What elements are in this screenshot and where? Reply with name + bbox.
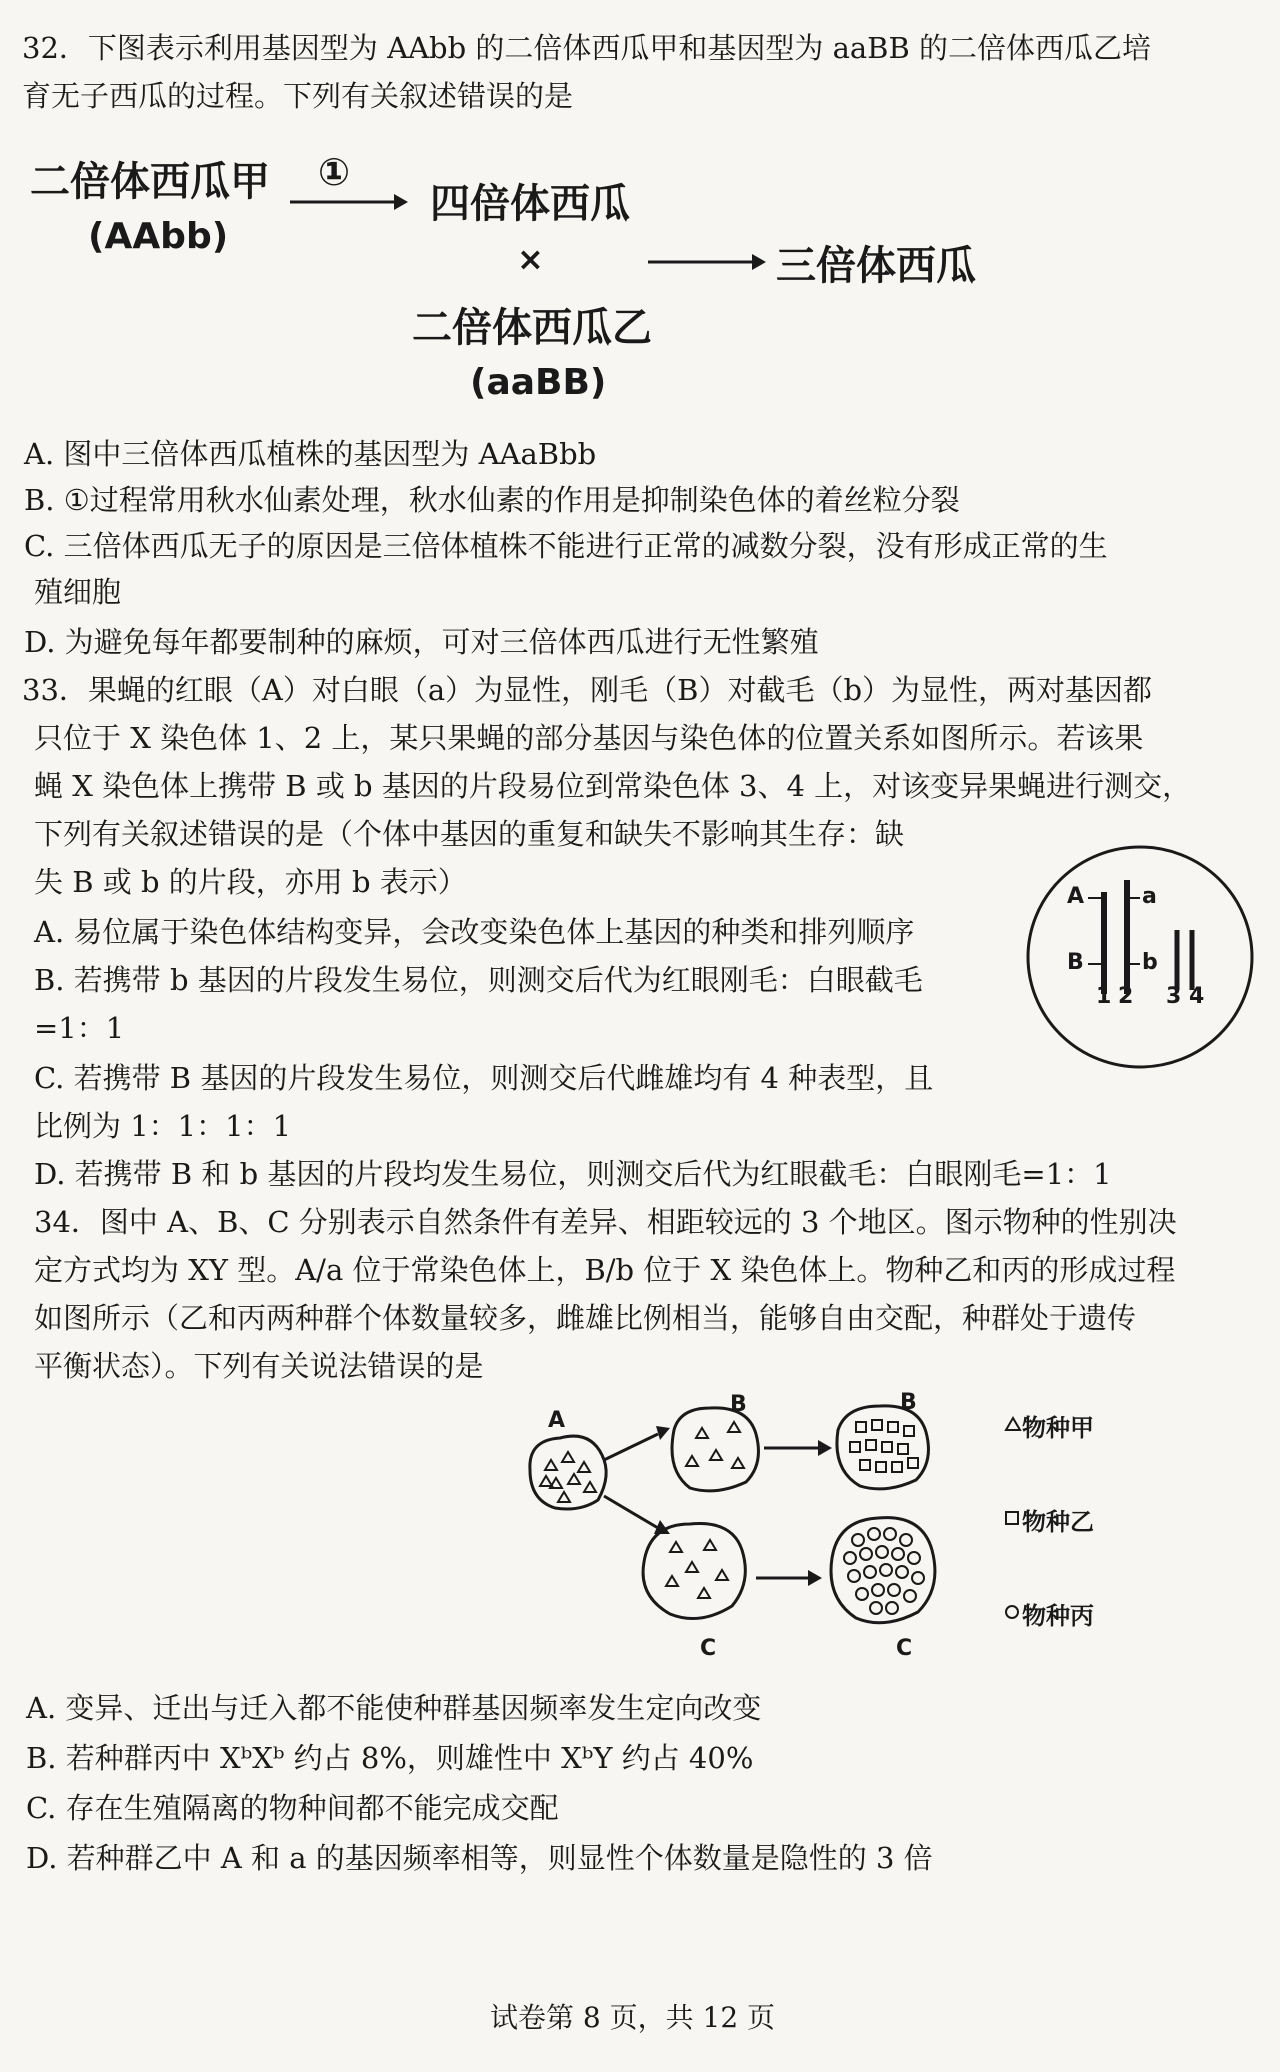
q33-stem-line2: 只位于 X 染色体 1、2 上，某只果蝇的部分基因与染色体的位置关系如图所示。若该果 [34,721,1144,755]
q32-stem-line1: 32．下图表示利用基因型为 AAbb 的二倍体西瓜甲和基因型为 aaBB 的二倍体西瓜乙培 [22,31,1151,65]
q33-stem-line1: 33．果蝇的红眼（A）对白眼（a）为显性，刚毛（B）对截毛（b）为显性，两对基因都 [22,673,1153,707]
q33-option-b-line2: =1：1 [34,1011,125,1045]
q32-option-a: A. 图中三倍体西瓜植株的基因型为 AAaBbb [24,437,597,471]
q33-option-c-line2: 比例为 1：1：1：1 [34,1109,292,1143]
q32-stem-line2: 育无子西瓜的过程。下列有关叙述错误的是 [22,79,574,113]
region-C-label: C [700,1636,717,1661]
q32-option-c-line2: 殖细胞 [34,575,122,609]
gene-label-A: A [1067,884,1085,909]
gene-label-a: a [1142,884,1157,909]
legend-species-bing: 物种丙 [1022,1602,1094,1630]
q34-stem-line3: 如图所示（乙和丙两种群个体数量较多，雌雄比例相当，能够自由交配，种群处于遗传 [34,1301,1137,1335]
q33-stem-line5: 失 B 或 b 的片段，亦用 b 表示） [34,865,467,899]
parent1-genotype: (AAbb) [88,216,229,257]
square-icon [1004,1510,1020,1526]
tetraploid-label: 四倍体西瓜 [430,181,630,227]
q32-option-b: B. ①过程常用秋水仙素处理，秋水仙素的作用是抑制染色体的着丝粒分裂 [24,483,960,517]
triangle-icon [1004,1416,1022,1432]
parent1-label: 二倍体西瓜甲 [30,159,270,205]
chromosome-2-label: 2 [1118,984,1134,1009]
q33-stem-line3: 蝇 X 染色体上携带 B 或 b 基因的片段易位到常染色体 3、4 上，对该变异果蝇进行测交， [34,769,1192,803]
q32-option-d: D. 为避免每年都要制种的麻烦，可对三倍体西瓜进行无性繁殖 [24,625,819,659]
q32-option-c-line1: C. 三倍体西瓜无子的原因是三倍体植株不能进行正常的减数分裂，没有形成正常的生 [24,529,1108,563]
legend-species-yi: 物种乙 [1022,1508,1094,1536]
q33-option-d: D. 若携带 B 和 b 基因的片段均发生易位，则测交后代为红眼截毛：白眼刚毛=1：1 [34,1157,1112,1191]
chromosome-34-label: 3 4 [1166,984,1205,1009]
region-B-evolved-label: B [900,1390,917,1415]
q34-stem-line4: 平衡状态）。下列有关说法错误的是 [34,1349,484,1383]
q34-option-c: C. 存在生殖隔离的物种间都不能完成交配 [26,1791,559,1825]
region-B-label: B [730,1392,747,1417]
arrow-icon-cross [648,252,768,272]
q33-option-b-line1: B. 若携带 b 基因的片段发生易位，则测交后代为红眼刚毛：白眼截毛 [34,963,923,997]
page-footer: 试卷第 8 页，共 12 页 [490,2001,776,2034]
gene-label-B: B [1067,950,1084,975]
gene-label-b: b [1142,950,1158,975]
speciation-diagram [520,1400,1000,1670]
arrow-icon-step1 [290,192,410,212]
cross-symbol: × [517,240,544,278]
region-A-label: A [548,1408,566,1433]
legend-species-jia: 物种甲 [1022,1414,1094,1442]
parent2-label: 二倍体西瓜乙 [412,305,652,351]
q34-stem-line2: 定方式均为 XY 型。A/a 位于常染色体上，B/b 位于 X 染色体上。物种乙和丙的形成过程 [34,1253,1176,1287]
q34-option-a: A. 变异、迁出与迁入都不能使种群基因频率发生定向改变 [26,1691,762,1725]
cell-outline [1022,840,1258,1074]
chromosome-1-label: 1 [1096,984,1112,1009]
q33-option-a: A. 易位属于染色体结构变异，会改变染色体上基因的种类和排列顺序 [34,915,915,949]
circle-icon [1004,1604,1020,1620]
q34-option-b: B. 若种群丙中 XᵇXᵇ 约占 8%，则雄性中 XᵇY 约占 40% [26,1741,754,1775]
step-number: ① [318,150,351,194]
triploid-label: 三倍体西瓜 [776,243,976,289]
q34-option-d: D. 若种群乙中 A 和 a 的基因频率相等，则显性个体数量是隐性的 3 倍 [26,1841,933,1875]
parent2-genotype: (aaBB) [470,362,607,403]
q34-stem-line1: 34．图中 A、B、C 分别表示自然条件有差异、相距较远的 3 个地区。图示物种的性别决 [34,1205,1177,1239]
q33-option-c-line1: C. 若携带 B 基因的片段发生易位，则测交后代雌雄均有 4 种表型，且 [34,1061,934,1095]
region-C-evolved-label: C [896,1636,913,1661]
q33-stem-line4: 下列有关叙述错误的是（个体中基因的重复和缺失不影响其生存：缺 [34,817,905,851]
